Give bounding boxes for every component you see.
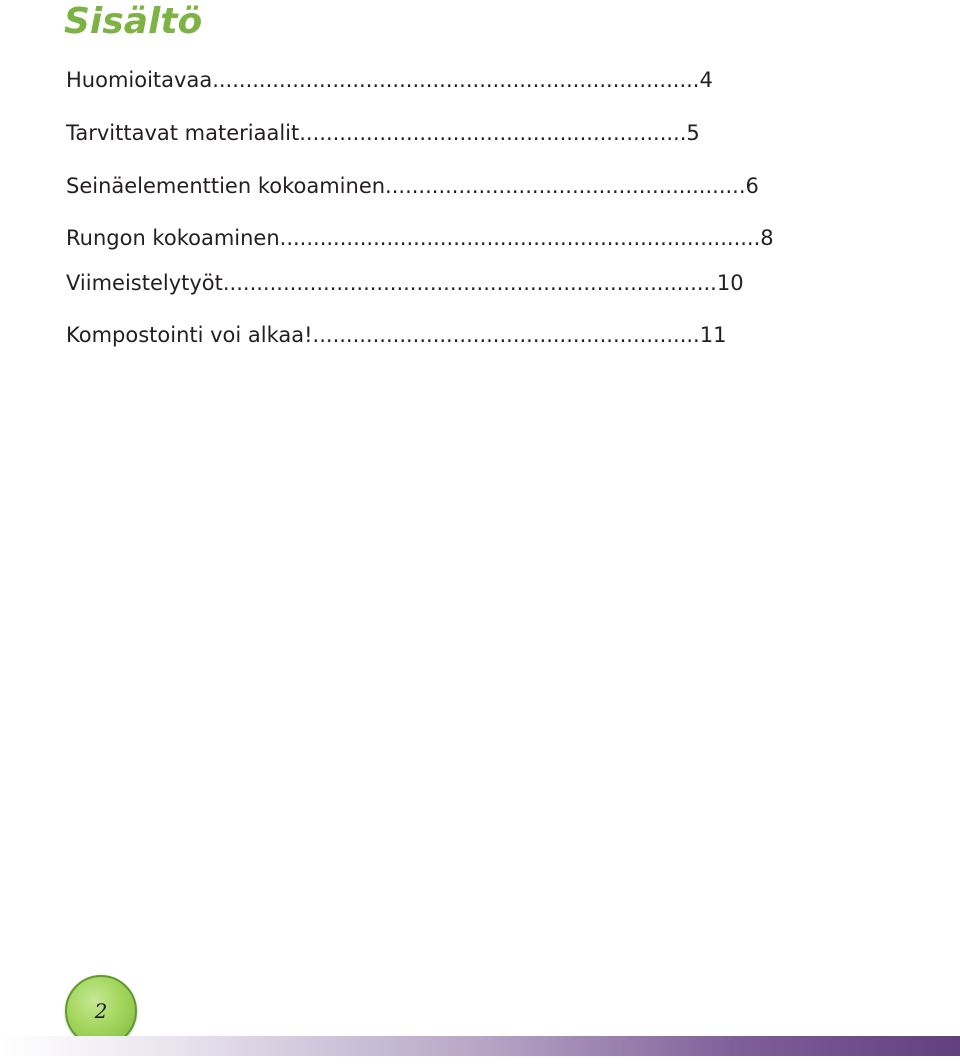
toc-entry-huomioitavaa: Huomioitavaa.........................................................................4 <box>66 68 713 92</box>
toc-entry-viimeistelytyot: Viimeistelytyöt..........................................................................10 <box>66 271 744 295</box>
footer-gradient-bar <box>0 1036 960 1056</box>
page-number: 2 <box>94 999 108 1023</box>
toc-entry-tarvittavat-materiaalit: Tarvittavat materiaalit..........................................................5 <box>66 121 700 145</box>
toc-entry-seinaelementtien-kokoaminen: Seinäelementtien kokoaminen......................................................6 <box>66 174 759 198</box>
toc-entry-rungon-kokoaminen: Rungon kokoaminen........................................................................8 <box>66 226 774 250</box>
page-title: Sisältö <box>64 1 203 42</box>
toc-entry-kompostointi: Kompostointi voi alkaa!..........................................................11 <box>66 323 727 347</box>
